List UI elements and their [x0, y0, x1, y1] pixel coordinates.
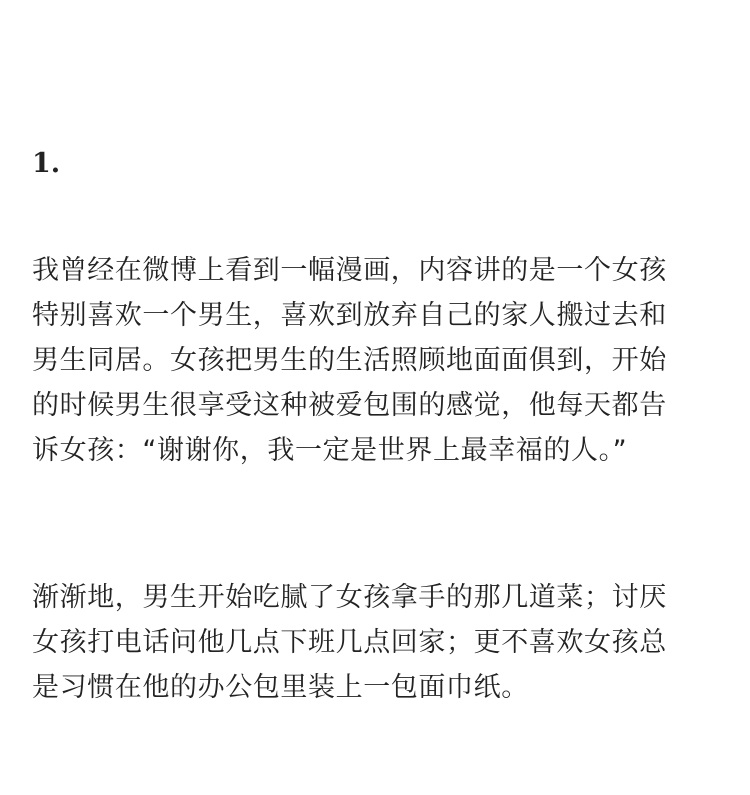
paragraph-1	[32, 248, 722, 473]
paragraph-line: 男生同居。女孩把男生的生活照顾地面面俱到，开始	[32, 345, 667, 376]
paragraph-line: 诉女孩：“谢谢你，我一定是世界上最幸福的人。”	[32, 435, 628, 466]
paragraph-line: 女孩打电话问他几点下班几点回家；更不喜欢女孩总	[32, 627, 667, 658]
paragraph-line: 我曾经在微博上看到一幅漫画，内容讲的是一个女孩	[32, 255, 667, 286]
paragraph-line: 的时候男生很享受这种被爱包围的感觉，他每天都告	[32, 390, 667, 421]
paragraph-line: 是习惯在他的办公包里装上一包面巾纸。	[32, 672, 529, 703]
paragraph-line: 特别喜欢一个男生，喜欢到放弃自己的家人搬过去和	[32, 300, 667, 331]
paragraph-line: 渐渐地，男生开始吃腻了女孩拿手的那几道菜；讨厌	[32, 582, 667, 613]
section-number: 1.	[32, 148, 61, 179]
paragraph-2	[32, 575, 722, 710]
